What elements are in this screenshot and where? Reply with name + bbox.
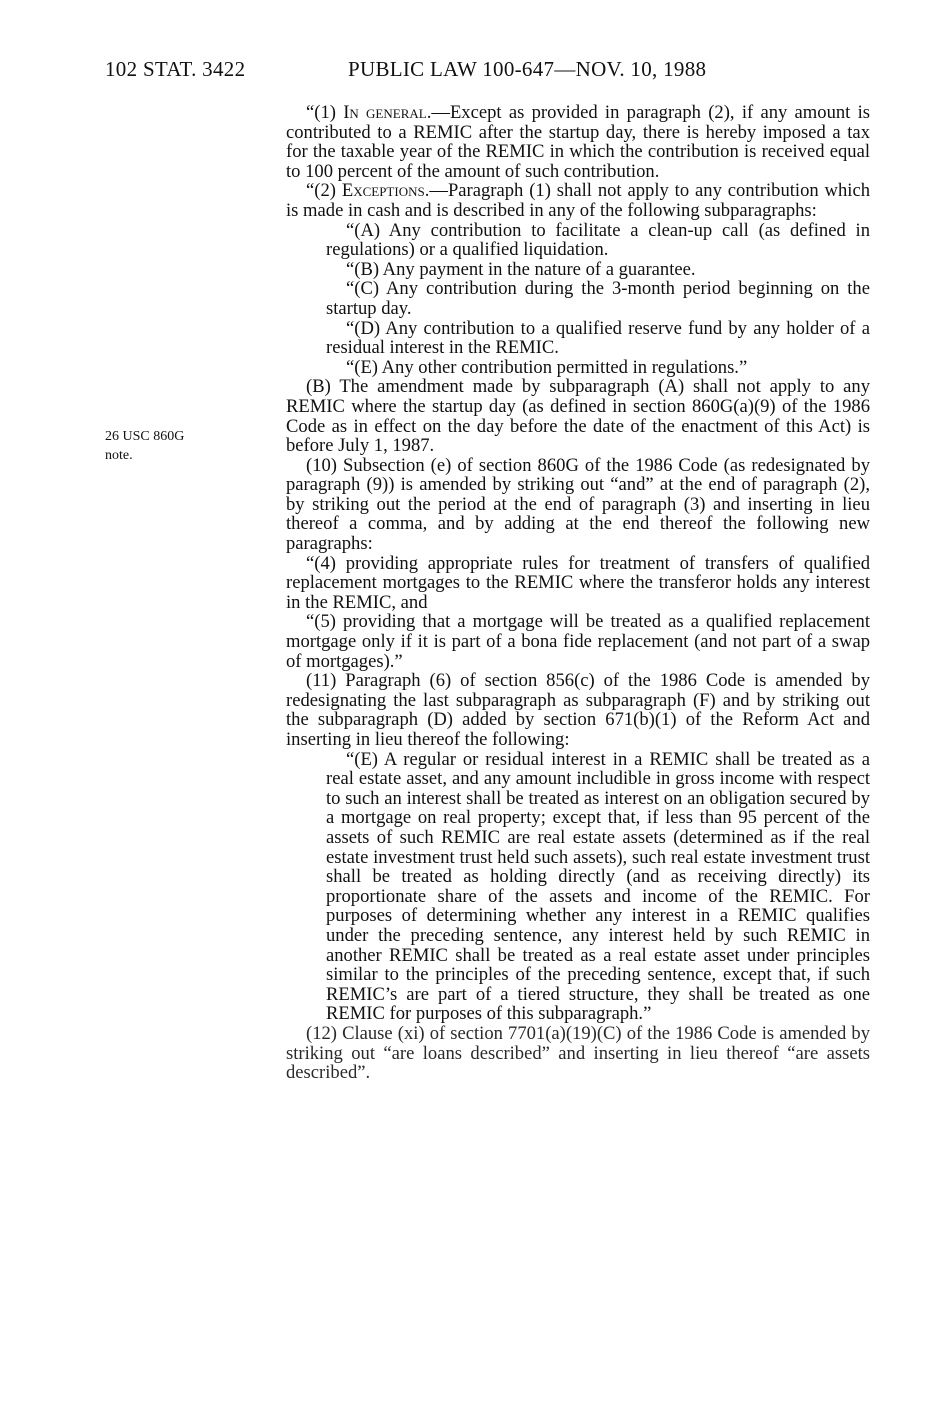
- margin-note-citation: 26 USC 860G: [105, 429, 185, 444]
- paragraph-heading: Exceptions: [341, 180, 425, 202]
- paragraph-2-exceptions: “(2) Exceptions.—Paragraph (1) shall not apply to any contribution which is made in cash and is described in any of the following subparagraphs:: [286, 180, 871, 221]
- stat-page-number: 102 STAT. 3422: [105, 57, 246, 81]
- margin-note: [105, 427, 245, 465]
- margin-note-label: note.: [105, 448, 133, 463]
- new-paragraph-4: “(4) providing appropriate rules for treatment of transfers of qualified replacement mortgages to the REMIC where the transferor holds any interest in the REMIC, and: [286, 552, 870, 613]
- new-subparagraph-e: “(E) A regular or residual interest in a REMIC shall be treated as a real estate asset, and any amount includible in gross income with respect to such an interest shall be treated as interest on an obligation secured by a mortgage on real property; except that, if less than 95 percent of the assets of such REMIC are real estate assets (determined as if the real estate investment trust held such assets), such real estate investment trust shall be treated as holding directly (and as receiving directly) its proportionate share of the assets and income of the REMIC. For purposes of determining whether any interest in a REMIC qualifies under the preceding sentence, any interest held by such REMIC in another REMIC shall be treated as a real estate asset under principles similar to the principles of the preceding sentence, except that, if such REMIC’s are part of a tiered structure, they shall be treated as one REMIC for purposes of this subparagraph.”: [326, 748, 870, 1025]
- paragraph-heading: In general: [343, 102, 427, 123]
- subparagraph-d: “(D) Any contribution to a qualified reserve fund by any holder of a residual interest in the REMIC.: [326, 317, 870, 359]
- statute-body: [286, 103, 870, 1083]
- paragraph-1-in-general: “(1) In general.—Except as provided in paragraph (2), if any amount is contributed to a REMIC after the startup day, there is hereby imposed a tax for the taxable year of the REMIC in which the contribution is received equal to 100 percent of the amount of such contribution.: [286, 102, 870, 182]
- subparagraph-e: “(E) Any other contribution permitted in regulations.”: [346, 356, 748, 378]
- subparagraph-b: “(B) Any payment in the nature of a guarantee.: [346, 258, 696, 280]
- amendment-effective-date: (B) The amendment made by subparagraph (A) shall not apply to any REMIC where the startup day (as defined in section 860G(a)(9) of the 1986 Code as in effect on the day before the date of the enactment of this Act) is before July 1, 1987.: [286, 376, 870, 457]
- page-header-title: PUBLIC LAW 100-647—NOV. 10, 1988: [348, 57, 707, 81]
- paragraph-11: (11) Paragraph (6) of section 856(c) of the 1986 Code is amended by redesignating the last subparagraph as subparagraph (F) and by striking out the subparagraph (D) added by section 671(b)(1) of the Reform Act and inserting in lieu thereof the following:: [286, 670, 870, 750]
- paragraph-10: (10) Subsection (e) of section 860G of the 1986 Code (as redesignated by paragraph (9)) is amended by striking out “and” at the end of paragraph (2), by striking out the period at the end of paragraph (3) and inserting in lieu thereof a comma, and by adding at the end thereof the following new paragraphs:: [286, 454, 870, 555]
- new-paragraph-5: “(5) providing that a mortgage will be treated as a qualified replacement mortgage only if it is part of a bona fide replacement (and not part of a swap of mortgages).”: [286, 611, 870, 672]
- paragraph-12: (12) Clause (xi) of section 7701(a)(19)(C) of the 1986 Code is amended by striking out “are loans described” and inserting in lieu thereof “are assets described”.: [286, 1022, 870, 1084]
- subparagraph-c: “(C) Any contribution during the 3-month period beginning on the startup day.: [326, 278, 870, 319]
- subparagraph-a: “(A) Any contribution to facilitate a clean-up call (as defined in regulations) or a qualified liquidation.: [326, 219, 870, 261]
